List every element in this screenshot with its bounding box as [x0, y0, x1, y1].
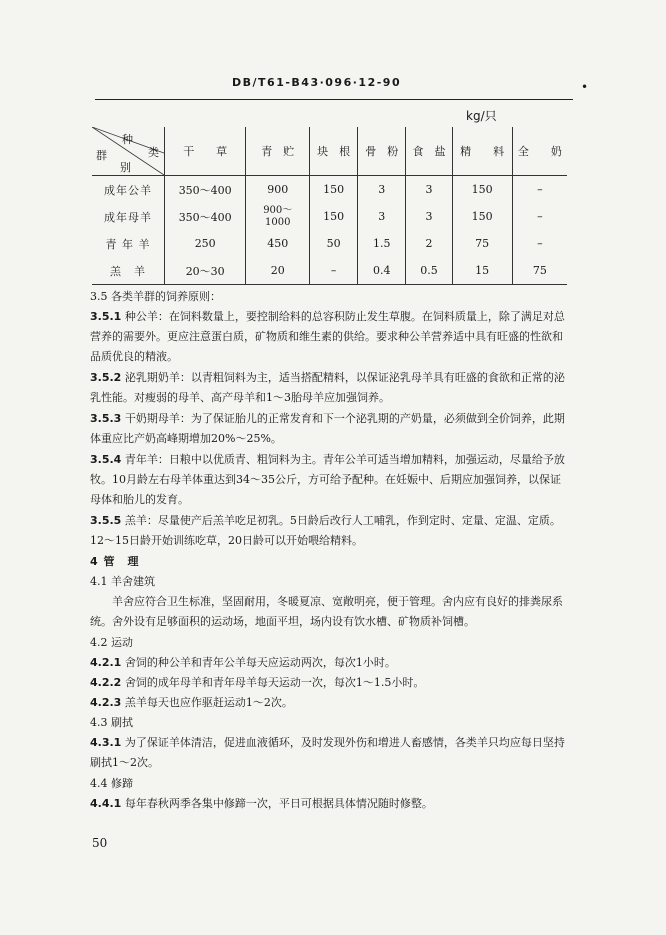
corner-qun: 群: [96, 149, 107, 162]
col-header: 全 奶: [512, 127, 567, 176]
paragraph: 羔羊每天也应作驱赶运动1～2次。: [121, 696, 293, 709]
header-rule: [95, 99, 573, 100]
cell: 3: [406, 176, 452, 204]
cell: 150: [310, 203, 358, 230]
cell: 50: [310, 230, 358, 257]
cell: –: [310, 257, 358, 285]
cell: 75: [452, 230, 512, 257]
section-number: 4.2.2: [90, 676, 122, 689]
section-3-5-2: [90, 368, 570, 408]
paragraph: 种公羊：在饲料数量上，要控制给料的总容积防止发生草腹。在饲料质量上，除了满足对总营养的需要外。更应注意蛋白质，矿物质和维生素的供给。要求种公羊营养适中具有旺盛的性欲和品质优良的精液。: [90, 310, 565, 363]
col-header: 食 盐: [406, 127, 452, 176]
cell: 75: [512, 257, 567, 285]
section-number: 3.5.3: [90, 412, 122, 425]
cell: 150: [310, 176, 358, 204]
paragraph: 舍饲的种公羊和青年公羊每天应运动两次，每次1小时。: [121, 656, 396, 669]
paragraph: 羔羊：尽量使产后羔羊吃足初乳。5日龄后改行人工哺乳，作到定时、定量、定温、定质。12～15日龄开始训练吃草，20日龄可以开始喂给精料。: [90, 514, 561, 547]
row-label: 成年公羊: [92, 176, 165, 204]
cell: 3: [358, 203, 406, 230]
cell: 3: [406, 203, 452, 230]
row-label: 成年母羊: [92, 203, 165, 230]
section-3-5-3: [90, 409, 570, 449]
table-header-row: [92, 127, 567, 176]
table-row: [92, 230, 567, 257]
cell: 250: [165, 230, 246, 257]
cell: 150: [452, 203, 512, 230]
section-4-4-1: [90, 794, 570, 814]
cell: 20: [246, 257, 310, 285]
section-4-3-1: [90, 733, 570, 773]
section-3-5-1: [90, 307, 570, 367]
row-label: 青 年 羊: [92, 230, 165, 257]
cell: 20～30: [165, 257, 246, 285]
cell: –: [537, 183, 543, 196]
table-row: [92, 203, 567, 230]
col-header: 干 草: [165, 127, 246, 176]
corner-bie: 别: [120, 161, 131, 174]
section-number: 3.5.4: [90, 453, 122, 466]
corner-lei: 类: [148, 146, 159, 159]
table-row: [92, 257, 567, 285]
margin-mark: •: [581, 80, 589, 94]
cell: 1.5: [358, 230, 406, 257]
corner-cell: [92, 127, 165, 176]
cell: 350～400: [165, 203, 246, 230]
row-label: 羔 羊: [92, 257, 165, 285]
paragraph: 干奶期母羊：为了保证胎儿的正常发育和下一个泌乳期的产奶量，必须做到全价饲养，此期体重应比产奶高峰期增加20%～25%。: [90, 412, 565, 445]
table-unit: kg/只: [466, 109, 497, 123]
cell: 0.5: [406, 257, 452, 285]
cell: 0.4: [358, 257, 406, 285]
section-number: 3.5.5: [90, 514, 122, 527]
section-4-2-2: [90, 673, 570, 693]
section-4-2-3: [90, 693, 570, 713]
cell: 350～400: [165, 176, 246, 204]
section-3-5-5: [90, 511, 570, 551]
col-header: 青 贮: [246, 127, 310, 176]
col-header: 块 根: [310, 127, 358, 176]
section-3-5-4: [90, 450, 570, 510]
section-number: 4.2.1: [90, 656, 122, 669]
cell: –: [537, 237, 543, 250]
paragraph: 舍饲的成年母羊和青年母羊每天运动一次，每次1～1.5小时。: [121, 676, 425, 689]
section-number: 3.5.2: [90, 371, 122, 384]
section-4-2-1: [90, 653, 570, 673]
col-header: 骨 粉: [358, 127, 406, 176]
page-number: 50: [92, 836, 108, 850]
section-number: 4.4.1: [90, 797, 122, 810]
section-3-5: 3.5 各类羊群的饲养原则：: [90, 290, 221, 303]
section-number: 4.3.1: [90, 736, 122, 749]
paragraph: 为了保证羊体清洁，促进血液循环，及时发现外伤和增进人畜感情，各类羊只均应每日坚持刷拭1～2次。: [90, 736, 565, 769]
paragraph: 青年羊：日粮中以优质青、粗饲料为主。青年公羊可适当增加精料，加强运动，尽量给予放牧。10月龄左右母羊体重达到34～35公斤，方可给予配种。在妊娠中、后期应加强饲养，以保证母体和胎儿的发育。: [90, 453, 565, 506]
cell: 150: [452, 176, 512, 204]
cell: 15: [452, 257, 512, 285]
cell: 2: [406, 230, 452, 257]
section-4-1-body: 羊舍应符合卫生标准，坚固耐用，冬暖夏凉、宽敞明亮，便于管理。舍内应有良好的排粪尿系统。舍外设有足够面积的运动场，地面平坦，场内设有饮水槽、矿物质补饲槽。: [90, 595, 563, 628]
section-number: 3.5.1: [90, 310, 122, 323]
cell: –: [537, 210, 543, 223]
chapter-heading: 4 管 理: [90, 555, 140, 568]
table-row: [92, 176, 567, 204]
cell: 900～ 1000: [246, 203, 310, 230]
section-4-3: 4.3 刷拭: [90, 716, 133, 729]
paragraph: 每年春秋两季各集中修蹄一次，平日可根据具体情况随时修整。: [121, 797, 433, 810]
feed-table: [92, 127, 567, 285]
paragraph: 泌乳期奶羊：以青粗饲料为主，适当搭配精料，以保证泌乳母羊具有旺盛的食欲和正常的泌乳性能。对瘦弱的母羊、高产母羊和1～3胎母羊应加强饲养。: [90, 371, 565, 404]
section-4-2: 4.2 运动: [90, 636, 133, 649]
standard-code: DB/T61-B43·096·12-90: [232, 76, 402, 89]
cell: 450: [246, 230, 310, 257]
section-4-4: 4.4 修蹄: [90, 777, 133, 790]
section-number: 4.2.3: [90, 696, 122, 709]
cell: 900: [246, 176, 310, 204]
col-header: 精 料: [452, 127, 512, 176]
cell: 3: [358, 176, 406, 204]
section-4-1: 4.1 羊舍建筑: [90, 575, 155, 588]
corner-zhong: 种: [122, 133, 133, 146]
